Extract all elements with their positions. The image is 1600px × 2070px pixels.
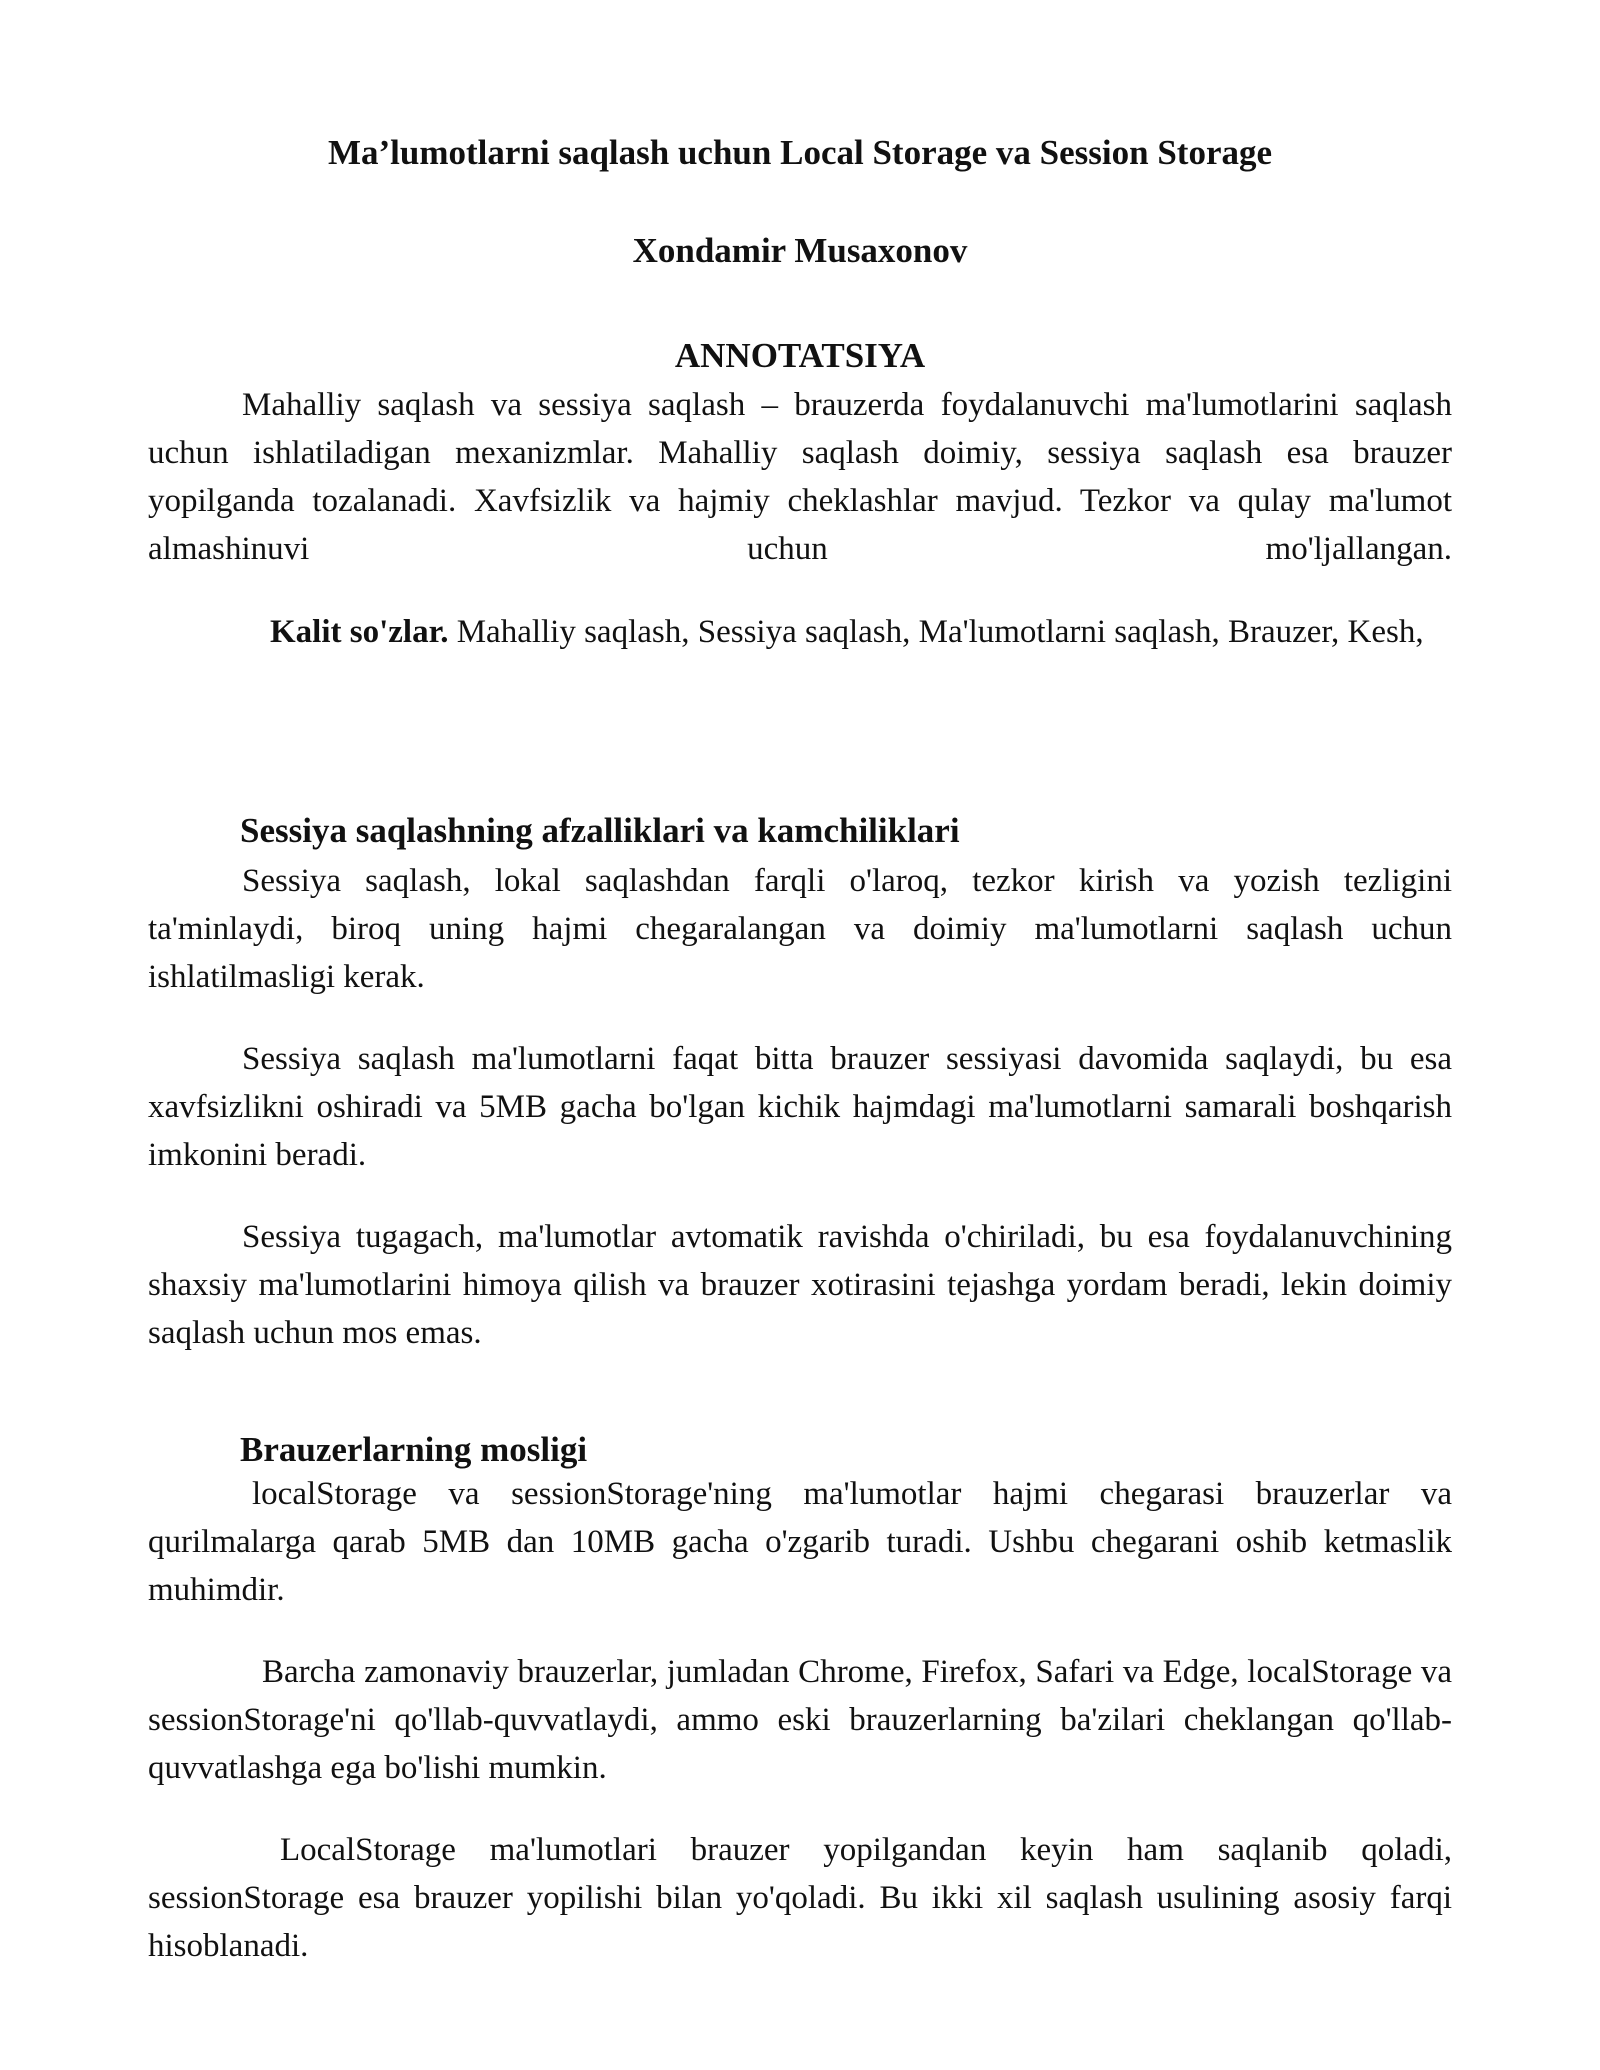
abstract-heading: ANNOTATSIYA	[674, 336, 926, 375]
section-heading-browser-compatibility: Brauzerlarning mosligi	[240, 1430, 588, 1469]
section-heading-session-storage: Sessiya saqlashning afzalliklari va kamchiliklari	[240, 811, 960, 850]
document-title: Ma’lumotlarni saqlash uchun Local Storage va Session Storage	[327, 133, 1273, 172]
section-paragraph: localStorage va sessionStorage'ning ma'lumotlar hajmi chegarasi brauzerlar va qurilmalarga qarab 5MB dan 10MB gacha o'zgarib turadi. Ushbu chegarani oshib ketmaslik muhimdir.	[148, 1476, 1452, 1608]
section-paragraph: Barcha zamonaviy brauzerlar, jumladan Chrome, Firefox, Safari va Edge, localStorage va sessionStorage'ni qo'llab-quvvatlaydi, ammo eski brauzerlarning ba'zilari cheklangan qo'llab-quvvatlashga ega bo'lishi mumkin.	[148, 1654, 1452, 1786]
section-paragraph: Sessiya tugagach, ma'lumotlar avtomatik ravishda o'chiriladi, bu esa foydalanuvchining shaxsiy ma'lumotlarini himoya qilish va brauzer xotirasini tejashga yordam beradi, lekin doimiy saqlash uchun mos emas.	[148, 1219, 1452, 1351]
keywords-paragraph	[148, 608, 1452, 656]
author-name: Xondamir Musaxonov	[632, 231, 968, 270]
section-paragraph: Sessiya saqlash, lokal saqlashdan farqli o'laroq, tezkor kirish va yozish tezligini ta'minlaydi, biroq uning hajmi chegaralangan va doimiy ma'lumotlarni saqlash uchun ishlatilmasligi kerak.	[148, 863, 1452, 995]
keywords-list: Mahalliy saqlash, Sessiya saqlash, Ma'lumotlarni saqlash, Brauzer, Kesh,	[448, 614, 1424, 650]
section-paragraph: Sessiya saqlash ma'lumotlarni faqat bitta brauzer sessiyasi davomida saqlaydi, bu esa xavfsizlikni oshiradi va 5MB gacha bo'lgan kichik hajmdagi ma'lumotlarni samarali boshqarish imkonini beradi.	[148, 1041, 1452, 1173]
keywords-label: Kalit so'zlar.	[270, 614, 449, 650]
abstract-paragraph: Mahalliy saqlash va sessiya saqlash – brauzerda foydalanuvchi ma'lumotlarini saqlash uchun ishlatiladigan mexanizmlar. Mahalliy saqlash doimiy, sessiya saqlash esa brauzer yopilganda tozalanadi. Xavfsizlik va hajmiy cheklashlar mavjud. Tezkor va qulay ma'lumot almashinuvi uchun mo'ljallangan.	[148, 387, 1452, 567]
section-paragraph: LocalStorage ma'lumotlari brauzer yopilgandan keyin ham saqlanib qoladi, sessionStorage esa brauzer yopilishi bilan yo'qoladi. Bu ikki xil saqlash usulining asosiy farqi hisoblanadi.	[148, 1832, 1452, 1964]
